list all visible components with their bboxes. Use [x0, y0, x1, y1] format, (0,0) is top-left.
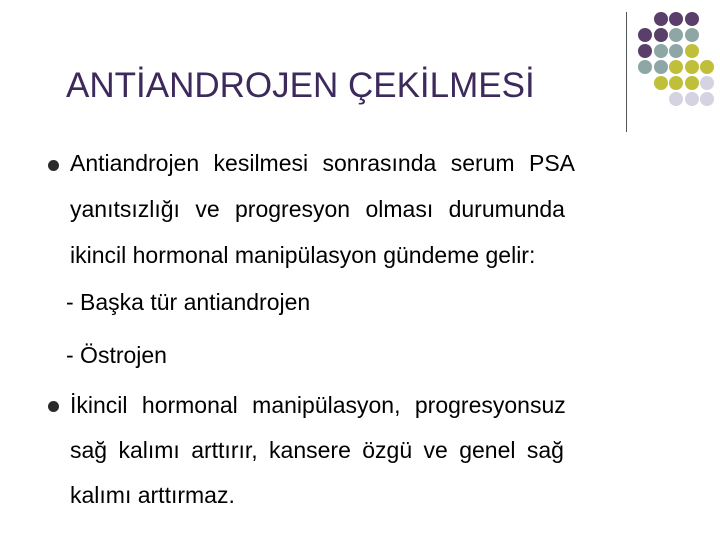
decorative-dot: [669, 76, 683, 90]
decorative-dot: [685, 60, 699, 74]
bullet-1-line-1: Antiandrojen kesilmesi sonrasında serum PSA: [70, 150, 576, 176]
decorative-dot: [638, 28, 652, 42]
slide-title: ANTİANDROJEN ÇEKİLMESİ: [66, 66, 535, 105]
decorative-dot: [685, 12, 699, 26]
decorative-dot: [669, 44, 683, 58]
decorative-dot: [638, 60, 652, 74]
decorative-vertical-line: [626, 12, 627, 132]
decorative-dot: [654, 60, 668, 74]
bullet-1-marker: [48, 160, 59, 171]
decorative-dot: [654, 28, 668, 42]
decorative-dot: [654, 12, 668, 26]
decorative-dot: [685, 28, 699, 42]
decorative-dot: [638, 44, 652, 58]
decorative-dot: [654, 44, 668, 58]
decorative-dot: [685, 92, 699, 106]
decorative-dot: [685, 76, 699, 90]
decorative-dot: [669, 28, 683, 42]
decorative-dot: [685, 44, 699, 58]
sub-item-1: - Başka tür antiandrojen: [66, 289, 311, 315]
decorative-dot: [700, 60, 714, 74]
bullet-1-line-2: yanıtsızlığı ve progresyon olması durumunda: [70, 196, 565, 222]
bullet-2-line-1: İkincil hormonal manipülasyon, progresyonsuz: [70, 392, 566, 418]
decorative-dot: [669, 92, 683, 106]
decorative-dot: [700, 76, 714, 90]
decorative-dot: [669, 12, 683, 26]
bullet-2-marker: [48, 401, 59, 412]
bullet-1-line-3: ikincil hormonal manipülasyon gündeme gelir:: [70, 242, 536, 268]
bullet-2-line-2: sağ kalımı arttırır, kansere özgü ve genel sağ: [70, 437, 564, 463]
bullet-2-line-3: kalımı arttırmaz.: [70, 482, 235, 508]
decorative-dot: [654, 76, 668, 90]
decorative-dot: [669, 60, 683, 74]
decorative-dot: [700, 92, 714, 106]
sub-item-2: - Östrojen: [66, 342, 167, 368]
